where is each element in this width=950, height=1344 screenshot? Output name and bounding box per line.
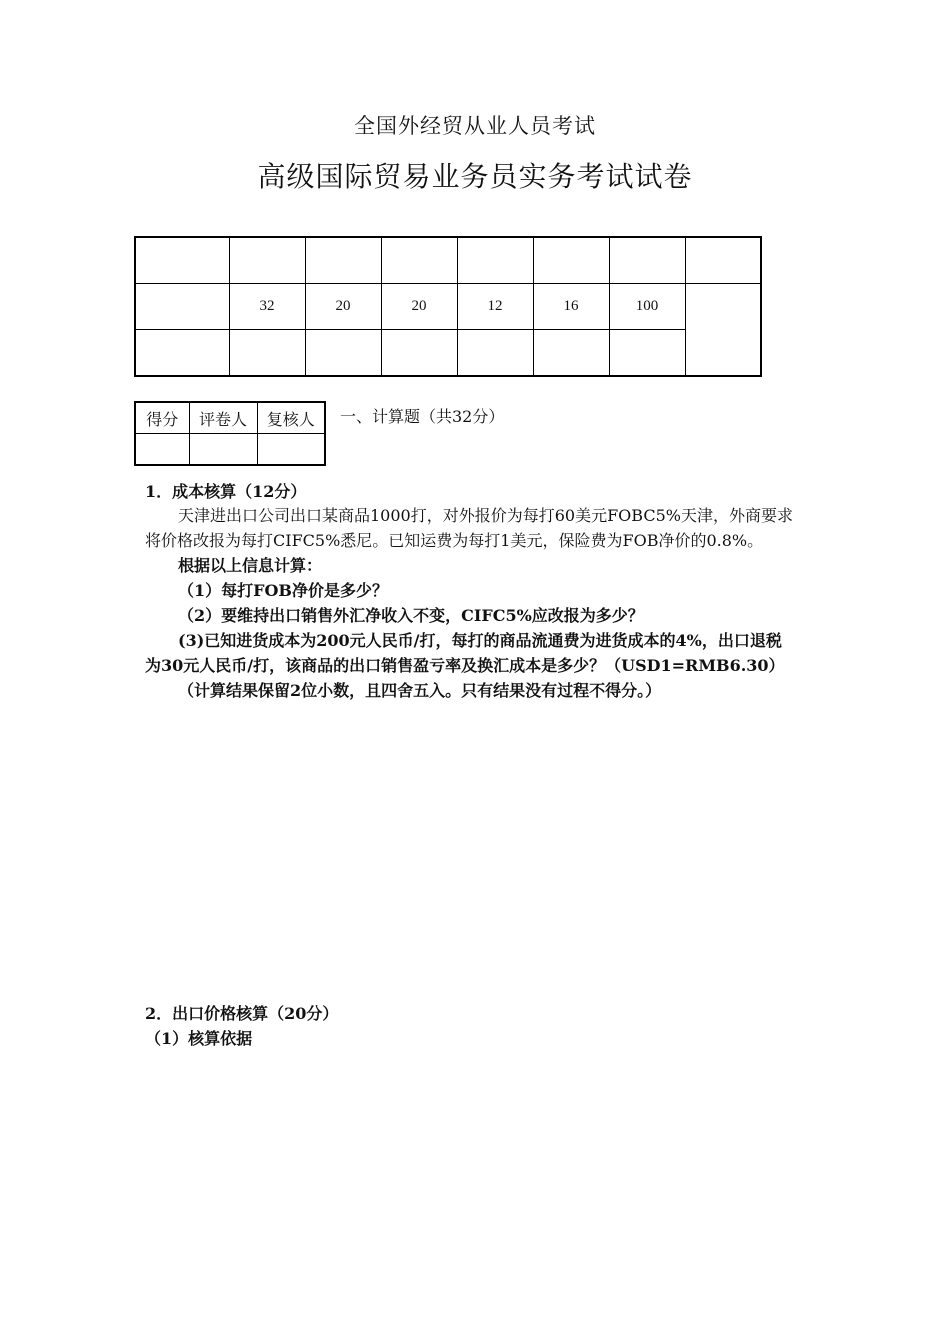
table-cell — [609, 237, 685, 284]
exam-title: 高级国际贸易业务员实务考试试卷 — [257, 160, 693, 193]
question-1-sub-3-cont: 为30元人民币/打，该商品的出口销售盈亏率及换汇成本是多少？（USD1=RMB6.30） — [145, 656, 785, 675]
score-entry-cell[interactable] — [457, 330, 533, 377]
grader-label: 评卷人 — [189, 402, 257, 434]
score-table-header-row — [135, 237, 761, 284]
score-entry-cell[interactable] — [609, 330, 685, 377]
points-cell: 32 — [229, 284, 305, 330]
points-cell: 20 — [381, 284, 457, 330]
score-entry-cell[interactable] — [229, 330, 305, 377]
table-cell — [457, 237, 533, 284]
score-table-points-row — [135, 284, 761, 330]
score-entry-cell[interactable] — [381, 330, 457, 377]
grader-entry-cell[interactable] — [135, 434, 189, 466]
question-1-title: 1．成本核算（12分） — [145, 482, 307, 501]
question-1-sub-2: （2）要维持出口销售外汇净收入不变，CIFC5%应改报为多少？ — [178, 606, 644, 625]
exam-subtitle: 全国外经贸从业人员考试 — [354, 114, 596, 138]
points-cell: 20 — [305, 284, 381, 330]
points-cell: 12 — [457, 284, 533, 330]
score-table — [134, 236, 762, 377]
question-1-sub-1: （1）每打FOB净价是多少？ — [178, 581, 388, 600]
table-cell — [135, 330, 229, 377]
table-cell — [533, 237, 609, 284]
question-1-note: （计算结果保留2位小数，且四舍五入。只有结果没有过程不得分。） — [178, 681, 662, 700]
score-entry-cell[interactable] — [305, 330, 381, 377]
table-cell — [229, 237, 305, 284]
question-1-stem-line: 将价格改报为每打CIFC5%悉尼。已知运费为每打1美元，保险费为FOB净价的0.8%。 — [145, 531, 764, 550]
score-table-score-row — [135, 330, 761, 377]
table-cell — [685, 237, 761, 284]
table-cell — [135, 237, 229, 284]
table-cell — [381, 237, 457, 284]
table-cell — [305, 237, 381, 284]
question-2-sub-1: （1）核算依据 — [145, 1029, 253, 1048]
section-heading: 一、计算题（共32分） — [340, 407, 505, 426]
question-2-title: 2．出口价格核算（20分） — [145, 1004, 339, 1023]
grader-box-entry-row — [135, 434, 325, 466]
grader-box — [134, 401, 326, 466]
grader-entry-cell[interactable] — [189, 434, 257, 466]
grader-box-label-row — [135, 402, 325, 434]
points-cell: 100 — [609, 284, 685, 330]
grader-entry-cell[interactable] — [257, 434, 325, 466]
question-1-intro: 根据以上信息计算： — [178, 556, 323, 575]
table-cell — [685, 284, 761, 377]
grader-label: 复核人 — [257, 402, 325, 434]
score-entry-cell[interactable] — [533, 330, 609, 377]
question-1-stem-line: 天津进出口公司出口某商品1000打，对外报价为每打60美元FOBC5%天津，外商要求 — [178, 506, 793, 525]
points-cell: 16 — [533, 284, 609, 330]
table-cell — [135, 284, 229, 330]
question-1-sub-3: (3)已知进货成本为200元人民币/打，每打的商品流通费为进货成本的4%，出口退税 — [178, 631, 782, 650]
grader-label: 得分 — [135, 402, 189, 434]
